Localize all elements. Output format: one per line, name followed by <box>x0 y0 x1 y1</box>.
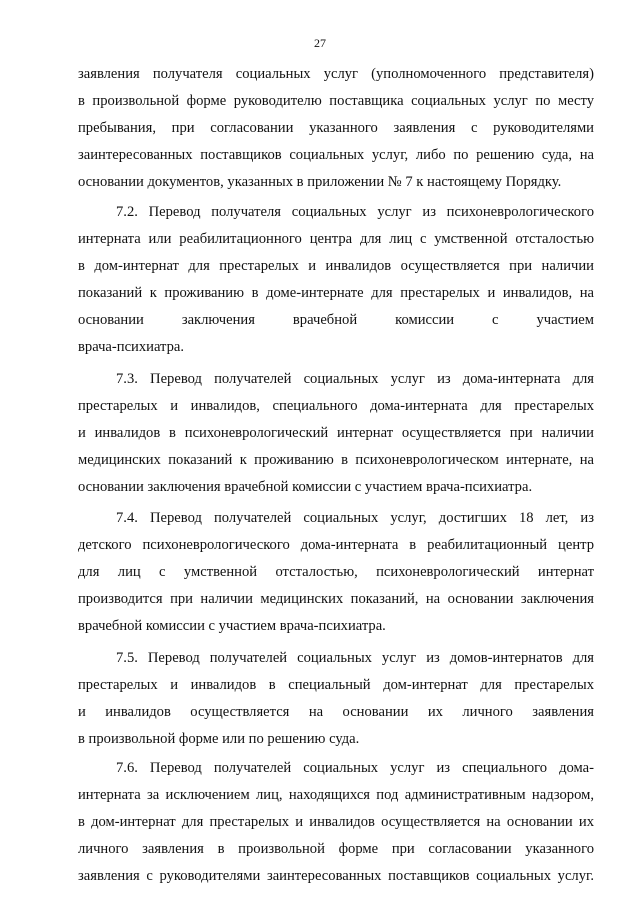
text-line: заявления с руководителями заинтересованных поставщиков социальных услуг. <box>78 868 594 884</box>
text-line: детского психоневрологического дома-интерната в реабилитационный центр <box>78 537 594 553</box>
text-line: 7.2. Перевод получателя социальных услуг из психоневрологического <box>116 204 594 220</box>
text-line: интерната за исключением лиц, находящихся под административным надзором, <box>78 787 594 803</box>
text-line: 7.5. Перевод получателей социальных услуг из домов-интернатов для <box>116 650 594 666</box>
text-line: медицинских показаний к проживанию в психоневрологическом интернате, на <box>78 452 594 468</box>
text-line: производится при наличии медицинских показаний, на основании заключения <box>78 591 594 607</box>
text-line: в дом-интернат для престарелых и инвалидов осуществляется на основании их <box>78 814 594 830</box>
text-line: и инвалидов осуществляется на основании их личного заявления <box>78 704 594 720</box>
text-line: врачебной комиссии с участием врача-психиатра. <box>78 618 386 634</box>
text-line: интерната или реабилитационного центра для лиц с умственной отсталостью <box>78 231 594 247</box>
text-line: в произвольной форме руководителю поставщика социальных услуг по месту <box>78 93 594 109</box>
text-line: 7.4. Перевод получателей социальных услуг, достигших 18 лет, из <box>116 510 594 526</box>
page-number: 27 <box>314 36 326 50</box>
text-line: престарелых и инвалидов, специального дома-интерната для престарелых <box>78 398 594 414</box>
text-line: в произвольной форме или по решению суда. <box>78 731 360 747</box>
text-line: основании документов, указанных в приложении № 7 к настоящему Порядку. <box>78 174 562 190</box>
text-line: заинтересованных поставщиков социальных услуг, либо по решению суда, на <box>78 147 594 163</box>
text-line: в дом-интернат для престарелых и инвалидов осуществляется при наличии <box>78 258 594 274</box>
text-line: 7.6. Перевод получателей социальных услуг из специального дома- <box>116 760 594 776</box>
text-line: и инвалидов в психоневрологический интернат осуществляется при наличии <box>78 425 594 441</box>
text-line: заявления получателя социальных услуг (уполномоченного представителя) <box>78 66 594 82</box>
text-line: основании заключения врачебной комиссии с участием врача-психиатра. <box>78 479 533 495</box>
text-line: личного заявления в произвольной форме при согласовании указанного <box>78 841 594 857</box>
text-line: врача-психиатра. <box>78 339 185 355</box>
text-line: пребывания, при согласовании указанного заявления с руководителями <box>78 120 594 136</box>
text-line: показаний к проживанию в доме-интернате для престарелых и инвалидов, на <box>78 285 594 301</box>
text-line: престарелых и инвалидов в специальный дом-интернат для престарелых <box>78 677 594 693</box>
text-line: для лиц с умственной отсталостью, психоневрологический интернат <box>78 564 594 580</box>
text-line: 7.3. Перевод получателей социальных услуг из дома-интерната для <box>116 371 594 387</box>
text-line: основании заключения врачебной комиссии с участием <box>78 312 594 328</box>
